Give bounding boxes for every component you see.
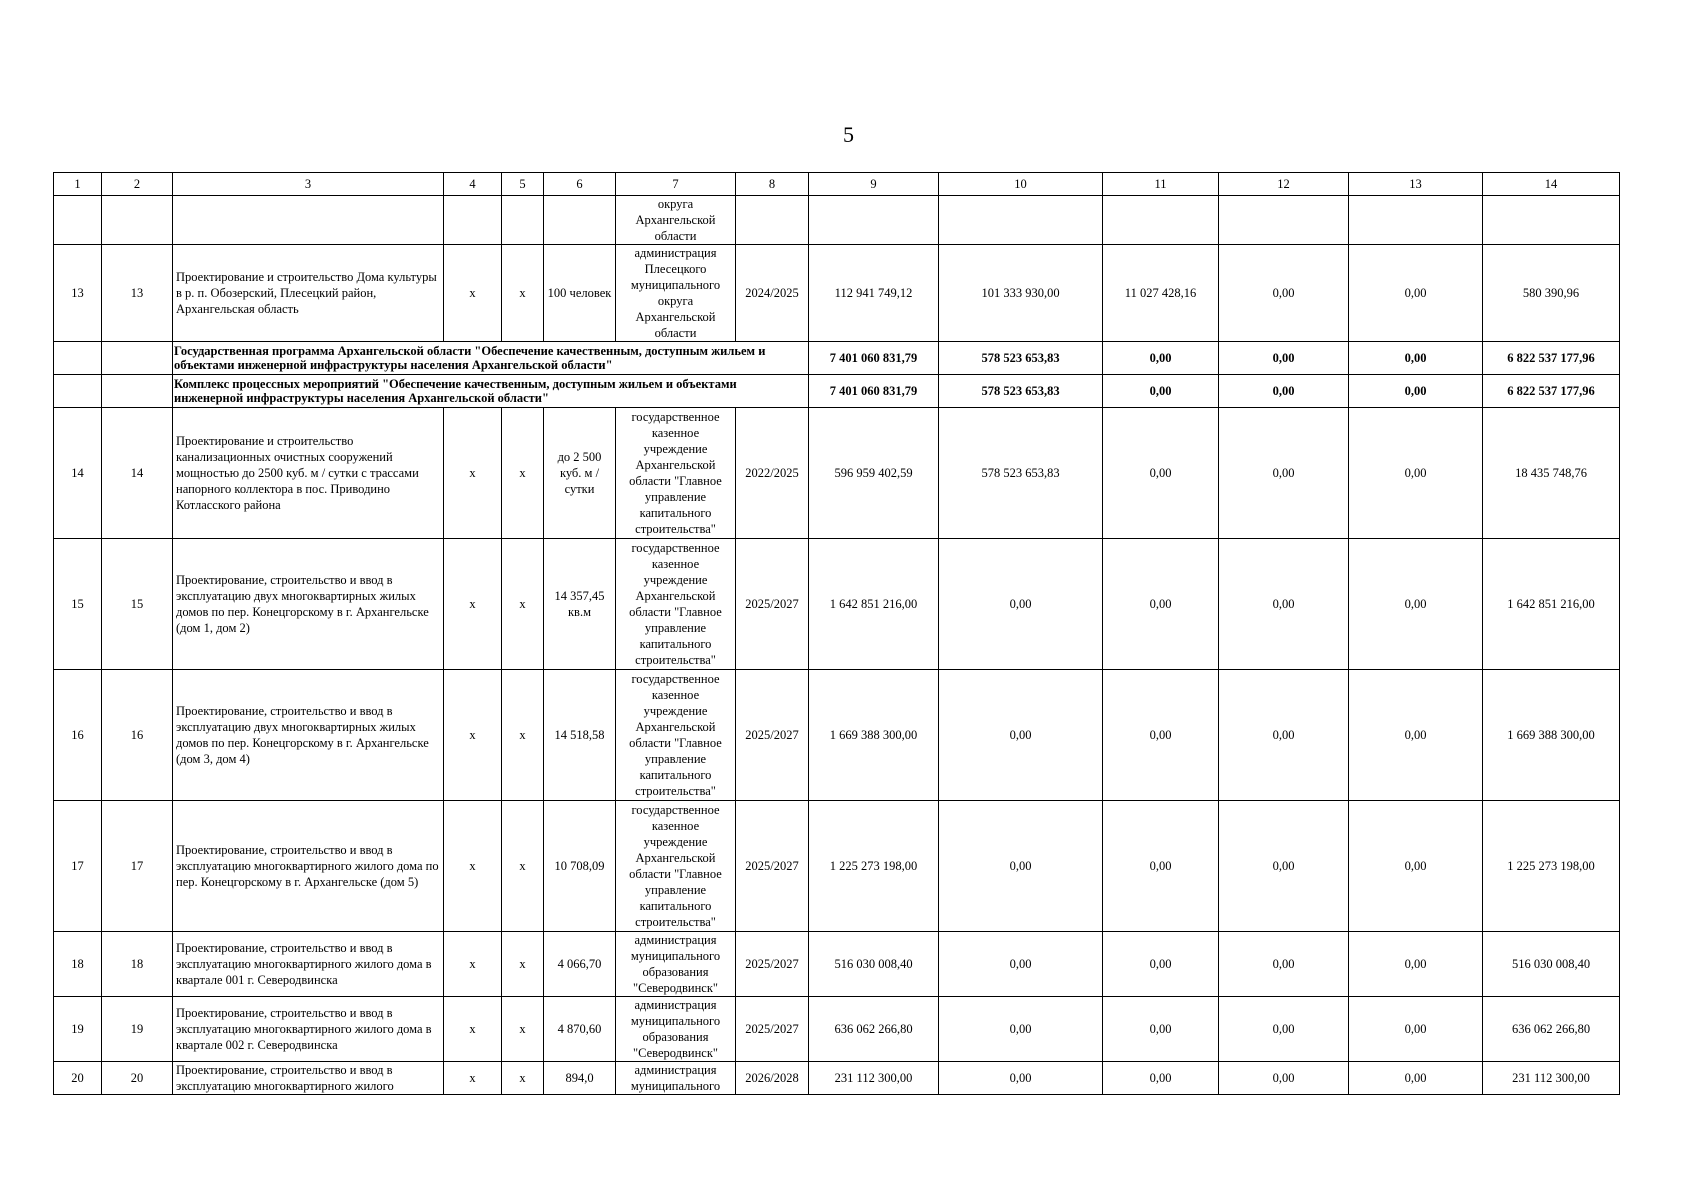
other-sources: 0,00 <box>1349 375 1483 408</box>
col-4: х <box>444 997 502 1062</box>
responsible-executor: администрация Плесецкого муниципального округа Архангельской области <box>616 245 736 342</box>
column-number: 12 <box>1219 173 1349 196</box>
row-number: 17 <box>54 801 102 932</box>
capacity: до 2 500 куб. м / сутки <box>544 408 616 539</box>
table-row <box>54 408 1620 539</box>
summary-row <box>54 375 1620 408</box>
col-5: х <box>502 1062 544 1095</box>
column-number: 10 <box>939 173 1103 196</box>
other-sources: 0,00 <box>1349 670 1483 801</box>
col-4: х <box>444 801 502 932</box>
col-14: 1 225 273 198,00 <box>1483 801 1620 932</box>
item-number: 16 <box>102 670 173 801</box>
total-amount: 7 401 060 831,79 <box>809 342 939 375</box>
col-5: х <box>502 997 544 1062</box>
object-name: Проектирование и строительство Дома культуры в р. п. Обозерский, Плесецкий район, Архангельская область <box>173 245 444 342</box>
object-name: Проектирование, строительство и ввод в эксплуатацию двух многоквартирных жилых домов по пер. Конецгорскому в г. Архангельске (дом 3, дом 4) <box>173 670 444 801</box>
column-number: 11 <box>1103 173 1219 196</box>
local-budget: 0,00 <box>1219 245 1349 342</box>
capacity: 894,0 <box>544 1062 616 1095</box>
column-number: 4 <box>444 173 502 196</box>
empty-cell <box>102 375 173 408</box>
object-name: Проектирование, строительство и ввод в эксплуатацию многоквартирного жилого дома по пер. Конецгорскому в г. Архангельске (дом 5) <box>173 801 444 932</box>
period: 2022/2025 <box>736 408 809 539</box>
object-name: Проектирование, строительство и ввод в эксплуатацию многоквартирного жилого дома в квартале 002 г. Северодвинска <box>173 997 444 1062</box>
col-5: х <box>502 245 544 342</box>
col-5: х <box>502 801 544 932</box>
summary-row <box>54 342 1620 375</box>
col-4: х <box>444 408 502 539</box>
col-5: х <box>502 408 544 539</box>
column-number-row <box>54 173 1620 196</box>
total-amount: 1 669 388 300,00 <box>809 670 939 801</box>
row-number: 18 <box>54 932 102 997</box>
object-name: Проектирование и строительство канализационных очистных сооружений мощностью до 2500 куб. м / сутки с трассами напорного коллектора в пос. Приводино Котласского района <box>173 408 444 539</box>
total-amount: 231 112 300,00 <box>809 1062 939 1095</box>
period: 2025/2027 <box>736 670 809 801</box>
federal-budget: 101 333 930,00 <box>939 245 1103 342</box>
column-number: 1 <box>54 173 102 196</box>
col-4: х <box>444 245 502 342</box>
local-budget: 0,00 <box>1219 375 1349 408</box>
local-budget: 0,00 <box>1219 997 1349 1062</box>
federal-budget: 578 523 653,83 <box>939 408 1103 539</box>
other-sources: 0,00 <box>1349 245 1483 342</box>
regional-budget: 0,00 <box>1103 801 1219 932</box>
regional-budget: 0,00 <box>1103 342 1219 375</box>
column-number: 9 <box>809 173 939 196</box>
responsible-executor: администрация муниципального образования "Северодвинск" <box>616 932 736 997</box>
responsible-executor: государственное казенное учреждение Архангельской области "Главное управление капитального строительства" <box>616 670 736 801</box>
column-number: 6 <box>544 173 616 196</box>
total-amount: 1 225 273 198,00 <box>809 801 939 932</box>
capacity: 4 066,70 <box>544 932 616 997</box>
col-14: 18 435 748,76 <box>1483 408 1620 539</box>
regional-budget: 0,00 <box>1103 932 1219 997</box>
federal-budget: 578 523 653,83 <box>939 342 1103 375</box>
federal-budget: 0,00 <box>939 801 1103 932</box>
responsible-executor: округа Архангельской области <box>616 196 736 245</box>
total-amount: 516 030 008,40 <box>809 932 939 997</box>
col-5: х <box>502 932 544 997</box>
federal-budget: 0,00 <box>939 997 1103 1062</box>
col-5: х <box>502 670 544 801</box>
col-14: 1 642 851 216,00 <box>1483 539 1620 670</box>
local-budget: 0,00 <box>1219 932 1349 997</box>
page-number: 5 <box>843 122 854 147</box>
col-14: 580 390,96 <box>1483 245 1620 342</box>
local-budget <box>1219 196 1349 245</box>
col-14: 516 030 008,40 <box>1483 932 1620 997</box>
table-row <box>54 196 1620 245</box>
regional-budget: 0,00 <box>1103 408 1219 539</box>
item-number: 20 <box>102 1062 173 1095</box>
row-number: 20 <box>54 1062 102 1095</box>
other-sources: 0,00 <box>1349 801 1483 932</box>
investment-objects-table <box>53 172 1620 1095</box>
responsible-executor: государственное казенное учреждение Архангельской области "Главное управление капитального строительства" <box>616 801 736 932</box>
row-number: 15 <box>54 539 102 670</box>
other-sources: 0,00 <box>1349 408 1483 539</box>
capacity: 14 518,58 <box>544 670 616 801</box>
period: 2026/2028 <box>736 1062 809 1095</box>
period: 2025/2027 <box>736 539 809 670</box>
local-budget: 0,00 <box>1219 539 1349 670</box>
other-sources: 0,00 <box>1349 342 1483 375</box>
column-number: 8 <box>736 173 809 196</box>
col-14: 6 822 537 177,96 <box>1483 375 1620 408</box>
item-number: 18 <box>102 932 173 997</box>
col-14: 636 062 266,80 <box>1483 997 1620 1062</box>
row-number: 16 <box>54 670 102 801</box>
object-name: Проектирование, строительство и ввод в эксплуатацию двух многоквартирных жилых домов по пер. Конецгорскому в г. Архангельске (дом 1, дом 2) <box>173 539 444 670</box>
col-14 <box>1483 196 1620 245</box>
col-4: х <box>444 670 502 801</box>
federal-budget: 0,00 <box>939 539 1103 670</box>
local-budget: 0,00 <box>1219 801 1349 932</box>
object-name: Проектирование, строительство и ввод в эксплуатацию многоквартирного жилого дома в квартале 001 г. Северодвинска <box>173 932 444 997</box>
table-row <box>54 670 1620 801</box>
period <box>736 196 809 245</box>
other-sources <box>1349 196 1483 245</box>
column-number: 14 <box>1483 173 1620 196</box>
federal-budget: 0,00 <box>939 932 1103 997</box>
federal-budget: 0,00 <box>939 1062 1103 1095</box>
total-amount: 7 401 060 831,79 <box>809 375 939 408</box>
federal-budget <box>939 196 1103 245</box>
col-5 <box>502 196 544 245</box>
empty-cell <box>102 342 173 375</box>
item-number: 17 <box>102 801 173 932</box>
total-amount <box>809 196 939 245</box>
local-budget: 0,00 <box>1219 408 1349 539</box>
program-title: Комплекс процессных мероприятий "Обеспечение качественным, доступным жильем и объектами инженерной инфраструктуры населения Архангельской области" <box>173 375 809 408</box>
period: 2025/2027 <box>736 997 809 1062</box>
regional-budget: 0,00 <box>1103 997 1219 1062</box>
col-14: 1 669 388 300,00 <box>1483 670 1620 801</box>
federal-budget: 0,00 <box>939 670 1103 801</box>
column-number: 2 <box>102 173 173 196</box>
other-sources: 0,00 <box>1349 932 1483 997</box>
table-row <box>54 1062 1620 1095</box>
period: 2025/2027 <box>736 932 809 997</box>
object-name <box>173 196 444 245</box>
col-4: х <box>444 539 502 670</box>
regional-budget: 0,00 <box>1103 375 1219 408</box>
regional-budget: 0,00 <box>1103 670 1219 801</box>
col-14: 231 112 300,00 <box>1483 1062 1620 1095</box>
total-amount: 112 941 749,12 <box>809 245 939 342</box>
total-amount: 1 642 851 216,00 <box>809 539 939 670</box>
regional-budget <box>1103 196 1219 245</box>
item-number <box>102 196 173 245</box>
col-4: х <box>444 1062 502 1095</box>
col-4 <box>444 196 502 245</box>
col-14: 6 822 537 177,96 <box>1483 342 1620 375</box>
object-name: Проектирование, строительство и ввод в эксплуатацию многоквартирного жилого <box>173 1062 444 1095</box>
col-5: х <box>502 539 544 670</box>
row-number: 19 <box>54 997 102 1062</box>
table-row <box>54 801 1620 932</box>
column-number: 13 <box>1349 173 1483 196</box>
col-4: х <box>444 932 502 997</box>
other-sources: 0,00 <box>1349 1062 1483 1095</box>
responsible-executor: государственное казенное учреждение Архангельской области "Главное управление капитального строительства" <box>616 539 736 670</box>
item-number: 13 <box>102 245 173 342</box>
row-number <box>54 196 102 245</box>
federal-budget: 578 523 653,83 <box>939 375 1103 408</box>
capacity <box>544 196 616 245</box>
table-row <box>54 997 1620 1062</box>
local-budget: 0,00 <box>1219 670 1349 801</box>
period: 2024/2025 <box>736 245 809 342</box>
local-budget: 0,00 <box>1219 1062 1349 1095</box>
item-number: 19 <box>102 997 173 1062</box>
total-amount: 596 959 402,59 <box>809 408 939 539</box>
capacity: 4 870,60 <box>544 997 616 1062</box>
row-number: 14 <box>54 408 102 539</box>
capacity: 14 357,45 кв.м <box>544 539 616 670</box>
column-number: 3 <box>173 173 444 196</box>
column-number: 7 <box>616 173 736 196</box>
empty-cell <box>54 342 102 375</box>
table-row <box>54 245 1620 342</box>
local-budget: 0,00 <box>1219 342 1349 375</box>
program-title: Государственная программа Архангельской области "Обеспечение качественным, доступным жильем и объектами инженерной инфраструктуры населения Архангельской области" <box>173 342 809 375</box>
row-number: 13 <box>54 245 102 342</box>
item-number: 14 <box>102 408 173 539</box>
other-sources: 0,00 <box>1349 997 1483 1062</box>
table-row <box>54 539 1620 670</box>
regional-budget: 0,00 <box>1103 539 1219 670</box>
period: 2025/2027 <box>736 801 809 932</box>
regional-budget: 0,00 <box>1103 1062 1219 1095</box>
responsible-executor: администрация муниципального образования "Северодвинск" <box>616 997 736 1062</box>
item-number: 15 <box>102 539 173 670</box>
other-sources: 0,00 <box>1349 539 1483 670</box>
responsible-executor: государственное казенное учреждение Архангельской области "Главное управление капитального строительства" <box>616 408 736 539</box>
column-number: 5 <box>502 173 544 196</box>
empty-cell <box>54 375 102 408</box>
capacity: 100 человек <box>544 245 616 342</box>
capacity: 10 708,09 <box>544 801 616 932</box>
regional-budget: 11 027 428,16 <box>1103 245 1219 342</box>
total-amount: 636 062 266,80 <box>809 997 939 1062</box>
responsible-executor: администрация муниципального <box>616 1062 736 1095</box>
table-row <box>54 932 1620 997</box>
